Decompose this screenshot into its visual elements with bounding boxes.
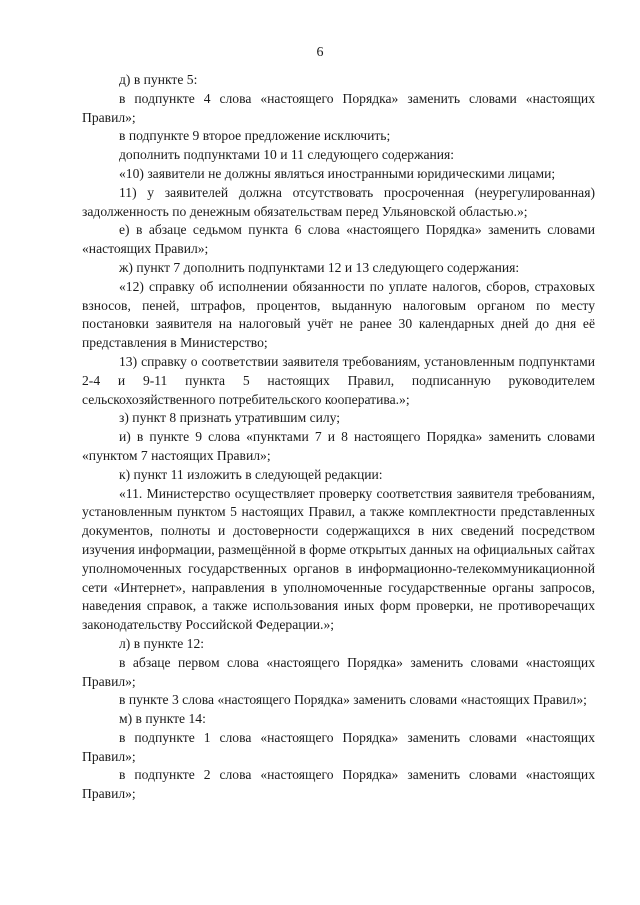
paragraph: в абзаце первом слова «настоящего Порядка» заменить словами «настоящих Правил»; <box>82 654 595 689</box>
document-body <box>82 71 595 804</box>
paragraph: 11) у заявителей должна отсутствовать просроченная (неурегулированная) задолженность по денежным обязательствам перед Ульяновской областью.»; <box>82 184 595 219</box>
paragraph: ж) пункт 7 дополнить подпунктами 12 и 13 следующего содержания: <box>119 259 520 275</box>
paragraph: в подпункте 1 слова «настоящего Порядка» заменить словами «настоящих Правил»; <box>82 729 595 764</box>
paragraph: з) пункт 8 признать утратившим силу; <box>119 410 341 426</box>
paragraph: л) в пункте 12: <box>119 635 205 651</box>
paragraph: к) пункт 11 изложить в следующей редакции: <box>119 466 383 482</box>
paragraph: м) в пункте 14: <box>119 711 206 727</box>
paragraph: и) в пункте 9 слова «пунктами 7 и 8 настоящего Порядка» заменить словами «пунктом 7 настоящих Правил»; <box>82 429 595 463</box>
paragraph: в пункте 3 слова «настоящего Порядка» заменить словами «настоящих Правил»; <box>119 692 587 708</box>
paragraph: д) в пункте 5: <box>119 72 198 87</box>
paragraph: «11. Министерство осуществляет проверку соответствия заявителя требованиям, установленным пунктом 5 настоящих Правил, а также комплектности представленных документов, полноты и достоверности содержащихся в них сведений посредством изучения информации, размещённой в форме открытых данных на официальных сайтах уполномоченных государственных органов в информационно-телекоммуникационной сети «Интернет», направления в уполномоченные государственные органы запросов, наведения справок, а также использования иных форм проверки, не противоречащих законодательству Российской Федерации.»; <box>82 485 595 633</box>
paragraph: «12) справку об исполнении обязанности по уплате налогов, сборов, страховых взносов, пеней, штрафов, процентов, выданную налоговым органом по месту постановки заявителя на налоговый учёт не ранее 30 календарных дней до дня её представления в Министерство; <box>82 278 595 351</box>
paragraph: в подпункте 4 слова «настоящего Порядка» заменить словами «настоящих Правил»; <box>82 90 595 125</box>
paragraph: в подпункте 9 второе предложение исключить; <box>119 128 391 144</box>
paragraph: в подпункте 2 слова «настоящего Порядка» заменить словами «настоящих Правил»; <box>82 767 595 802</box>
page-number: 6 <box>316 45 324 60</box>
paragraph: «10) заявители не должны являться иностранными юридическими лицами; <box>119 165 556 181</box>
paragraph: 13) справку о соответствии заявителя требованиям, установленным подпунктами 2-4 и 9-11 пункта 5 настоящих Правил, подписанную руководителем сельскохозяйственного потребительского кооператива.»; <box>82 353 595 407</box>
paragraph: е) в абзаце седьмом пункта 6 слова «настоящего Порядка» заменить словами «настоящих Правил»; <box>82 222 595 257</box>
paragraph: дополнить подпунктами 10 и 11 следующего содержания: <box>119 147 455 163</box>
